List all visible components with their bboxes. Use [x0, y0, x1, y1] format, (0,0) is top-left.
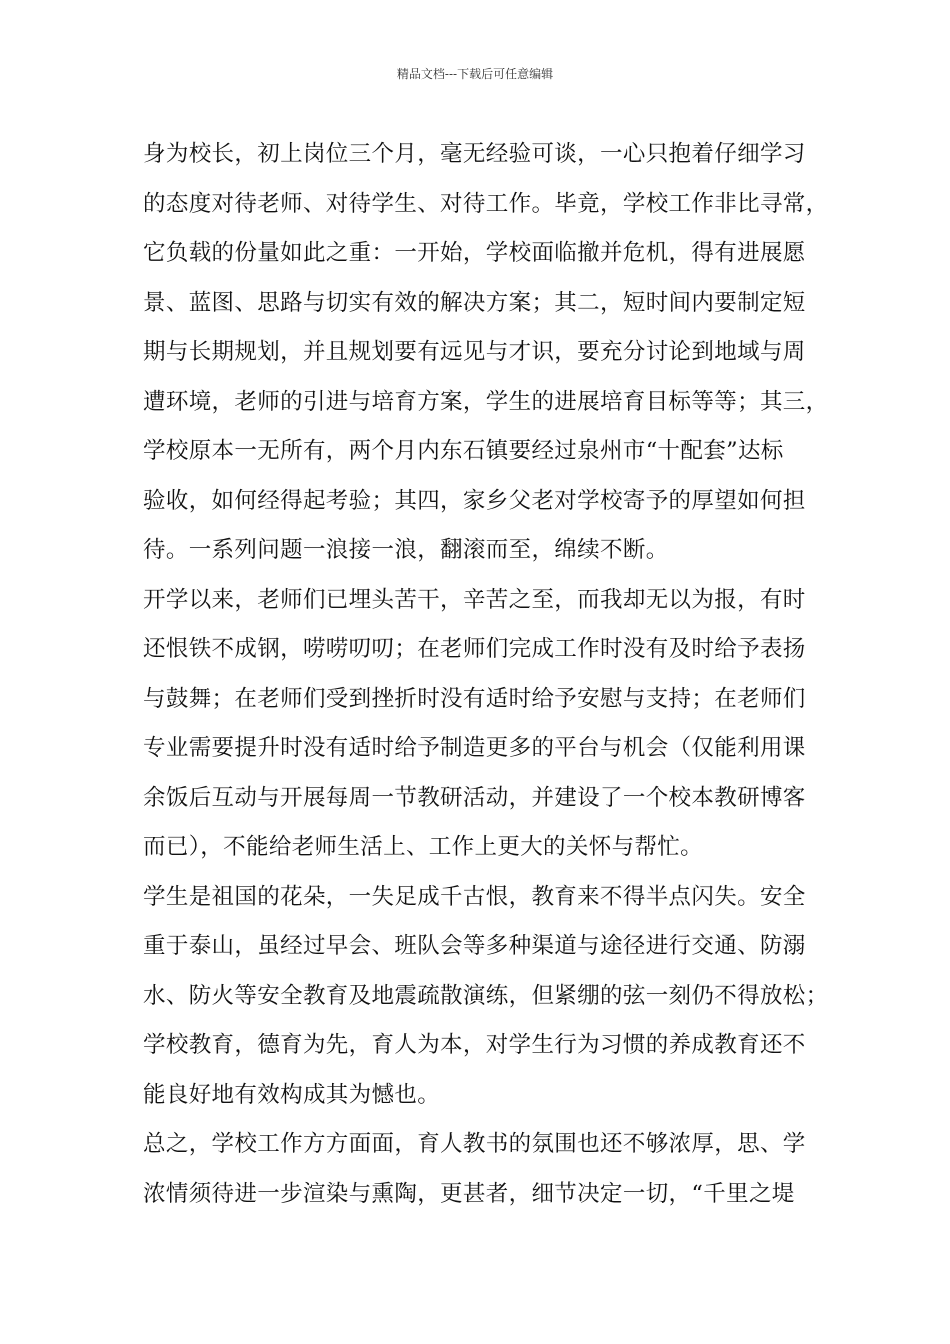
- text-line: 遭环境，老师的引进与培育方案，学生的进展培育目标等等；其三，: [143, 388, 829, 415]
- text-line: 学校教育，德育为先，育人为本，对学生行为习惯的养成教育还不: [143, 1032, 806, 1058]
- text-line: 学生是祖国的花朵，一失足成千古恨，教育来不得半点闪失。安全: [143, 883, 806, 910]
- paragraph-2: [143, 576, 823, 873]
- document-body: [143, 130, 829, 1219]
- text-line: 它负载的份量如此之重：一开始，学校面临撤并危机，得有进展愿: [143, 240, 806, 266]
- text-line: 的态度对待老师、对待学生、对待工作。毕竟，学校工作非比寻常，: [143, 190, 829, 217]
- text-line: 余饭后互动与开展每周一节教研活动，并建设了一个校本教研博客: [143, 784, 806, 811]
- text-line: 验收，如何经得起考验；其四，家乡父老对学校寄予的厚望如何担: [143, 487, 806, 514]
- page-header: 精品文档---下载后可任意编辑: [396, 67, 554, 81]
- text-line: 景、蓝图、思路与切实有效的解决方案；其二，短时间内要制定短: [143, 289, 806, 316]
- text-line: 待。一系列问题一浪接一浪，翻滚而至，绵续不断。: [143, 537, 669, 563]
- text-line: 能良好地有效构成其为憾也。: [143, 1081, 441, 1108]
- text-line: 学校原本一无所有，两个月内东石镇要经过泉州市“十配套”达标: [143, 438, 784, 464]
- text-line: 专业需要提升时没有适时给予制造更多的平台与机会（仅能利用课: [143, 735, 806, 761]
- text-line: 与鼓舞；在老师们受到挫折时没有适时给予安慰与支持；在老师们: [143, 685, 806, 712]
- text-line: 重于泰山，虽经过早会、班队会等多种渠道与途径进行交通、防溺: [143, 933, 806, 959]
- text-line: 还恨铁不成钢，唠唠叨叨；在老师们完成工作时没有及时给予表扬: [143, 636, 806, 662]
- text-line: 身为校长，初上岗位三个月，毫无经验可谈，一心只抱着仔细学习: [143, 141, 806, 167]
- paragraph-4: [143, 1120, 823, 1219]
- text-line: 水、防火等安全教育及地震疏散演练，但紧绷的弦一刻仍不得放松；: [143, 982, 829, 1009]
- text-line: 总之，学校工作方方面面，育人教书的氛围也还不够浓厚，思、学: [143, 1131, 806, 1157]
- text-line: 期与长期规划，并且规划要有远见与才识，要充分讨论到地域与周: [143, 339, 806, 365]
- text-line: 浓情须待进一步渲染与熏陶，更甚者，细节决定一切，“千里之堤: [143, 1180, 795, 1207]
- paragraph-1: [143, 130, 829, 576]
- text-line: 而已），不能给老师生活上、工作上更大的关怀与帮忙。: [143, 834, 704, 860]
- text-line: 开学以来，老师们已埋头苦干，辛苦之至，而我却无以为报，有时: [143, 586, 806, 613]
- paragraph-3: [143, 873, 829, 1121]
